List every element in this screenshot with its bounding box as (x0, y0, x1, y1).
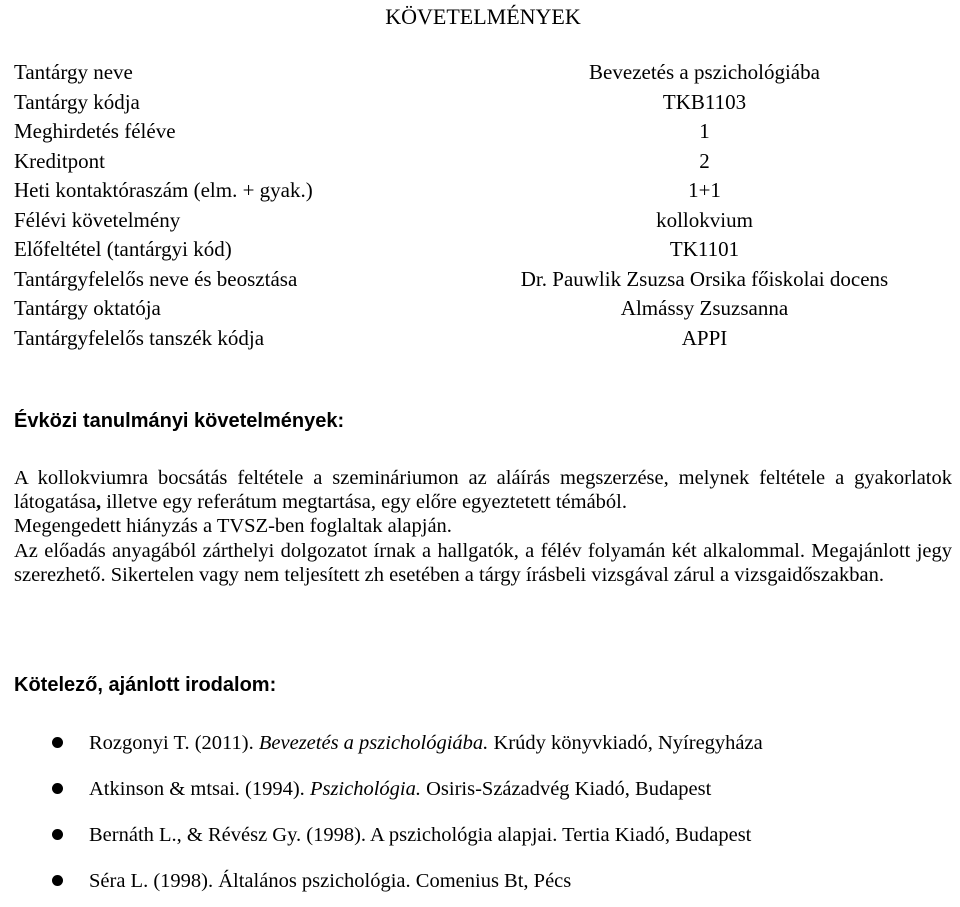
text-segment: illetve egy referátum megtartása, egy előre egyeztetett témából. (101, 491, 628, 514)
bullet-icon (52, 829, 63, 840)
list-item (0, 861, 960, 907)
row-value: 1+1 (688, 178, 721, 202)
page-title: KÖVETELMÉNYEK (385, 4, 581, 29)
row-value: Bevezetés a pszichológiába (589, 60, 820, 84)
ref-title: Bevezetés a pszichológiába. (258, 732, 489, 754)
row-value: kollokvium (656, 207, 753, 232)
paragraph (14, 466, 952, 514)
bullet-icon (52, 737, 63, 748)
row-label: Heti kontaktóraszám (elm. + gyak.) (14, 178, 313, 202)
row-label: Tantárgyfelelős tanszék kódja (14, 325, 265, 350)
table-row (14, 58, 950, 88)
bullet-icon (52, 875, 63, 886)
row-value: 2 (699, 148, 710, 173)
bold-comma: , (95, 491, 102, 514)
literature-list (0, 723, 960, 907)
table-row (14, 294, 950, 324)
paragraph: Megengedett hiányzás a TVSZ-ben foglaltak alapján. (14, 515, 452, 538)
row-value: TK1101 (669, 237, 740, 261)
row-value: TKB1103 (662, 89, 747, 114)
ref-text: Krúdy könyvkiadó, Nyíregyháza (488, 732, 763, 754)
row-label: Tantárgy kódja (14, 89, 140, 114)
table-row (14, 324, 950, 354)
ref-text: Bernáth L., & Révész Gy. (1998). A pszichológia alapjai. Tertia Kiadó, Budapest (89, 824, 752, 846)
row-label: Meghirdetés féléve (14, 119, 176, 143)
table-row (14, 206, 950, 236)
requirements-heading: Évközi tanulmányi követelmények: (14, 410, 345, 432)
ref-text: Osiris-Századvég Kiadó, Budapest (420, 778, 712, 800)
ref-title: Pszichológia. (309, 778, 421, 800)
row-label: Tantárgy neve (14, 60, 133, 84)
list-item (0, 815, 960, 861)
requirements-text (14, 466, 952, 587)
row-value: Dr. Pauwlik Zsuzsa Orsika főiskolai docens (520, 266, 889, 291)
table-row (14, 176, 950, 206)
bullet-icon (52, 783, 63, 794)
table-row (14, 88, 950, 118)
literature-heading: Kötelező, ajánlott irodalom: (14, 674, 277, 696)
list-item (0, 723, 960, 769)
ref-text: Atkinson & mtsai. (1994). (89, 778, 310, 800)
table-row (14, 265, 950, 295)
text-segment: A kollokviumra bocsátás feltétele a szemináriumon az aláírás megszerzése, melynek feltétele a gyakorlatok látogatása (14, 467, 952, 514)
row-value: APPI (681, 325, 728, 350)
list-item (0, 769, 960, 815)
paragraph: Az előadás anyagából zárthelyi dolgozatot írnak a hallgatók, a félév folyamán két alkalommal. Megajánlott jegy szerezhető. Sikertelen vagy nem teljesített zh esetében a tárgy írásbeli vizsgával zárul a vizsgaidőszakban. (14, 539, 952, 586)
table-row (14, 117, 950, 147)
row-label: Kreditpont (14, 148, 105, 173)
row-label: Előfeltétel (tantárgyi kód) (14, 237, 232, 261)
row-label: Tantárgyfelelős neve és beosztása (14, 266, 298, 291)
ref-text: Rozgonyi T. (2011). (89, 732, 259, 754)
table-row (14, 235, 950, 265)
row-value: 1 (699, 119, 710, 143)
course-info-table (14, 58, 950, 353)
row-value: Almássy Zsuzsanna (620, 296, 789, 320)
row-label: Félévi követelmény (14, 207, 181, 232)
row-label: Tantárgy oktatója (14, 296, 161, 320)
table-row (14, 147, 950, 177)
ref-text: Séra L. (1998). Általános pszichológia. Comenius Bt, Pécs (89, 870, 572, 892)
